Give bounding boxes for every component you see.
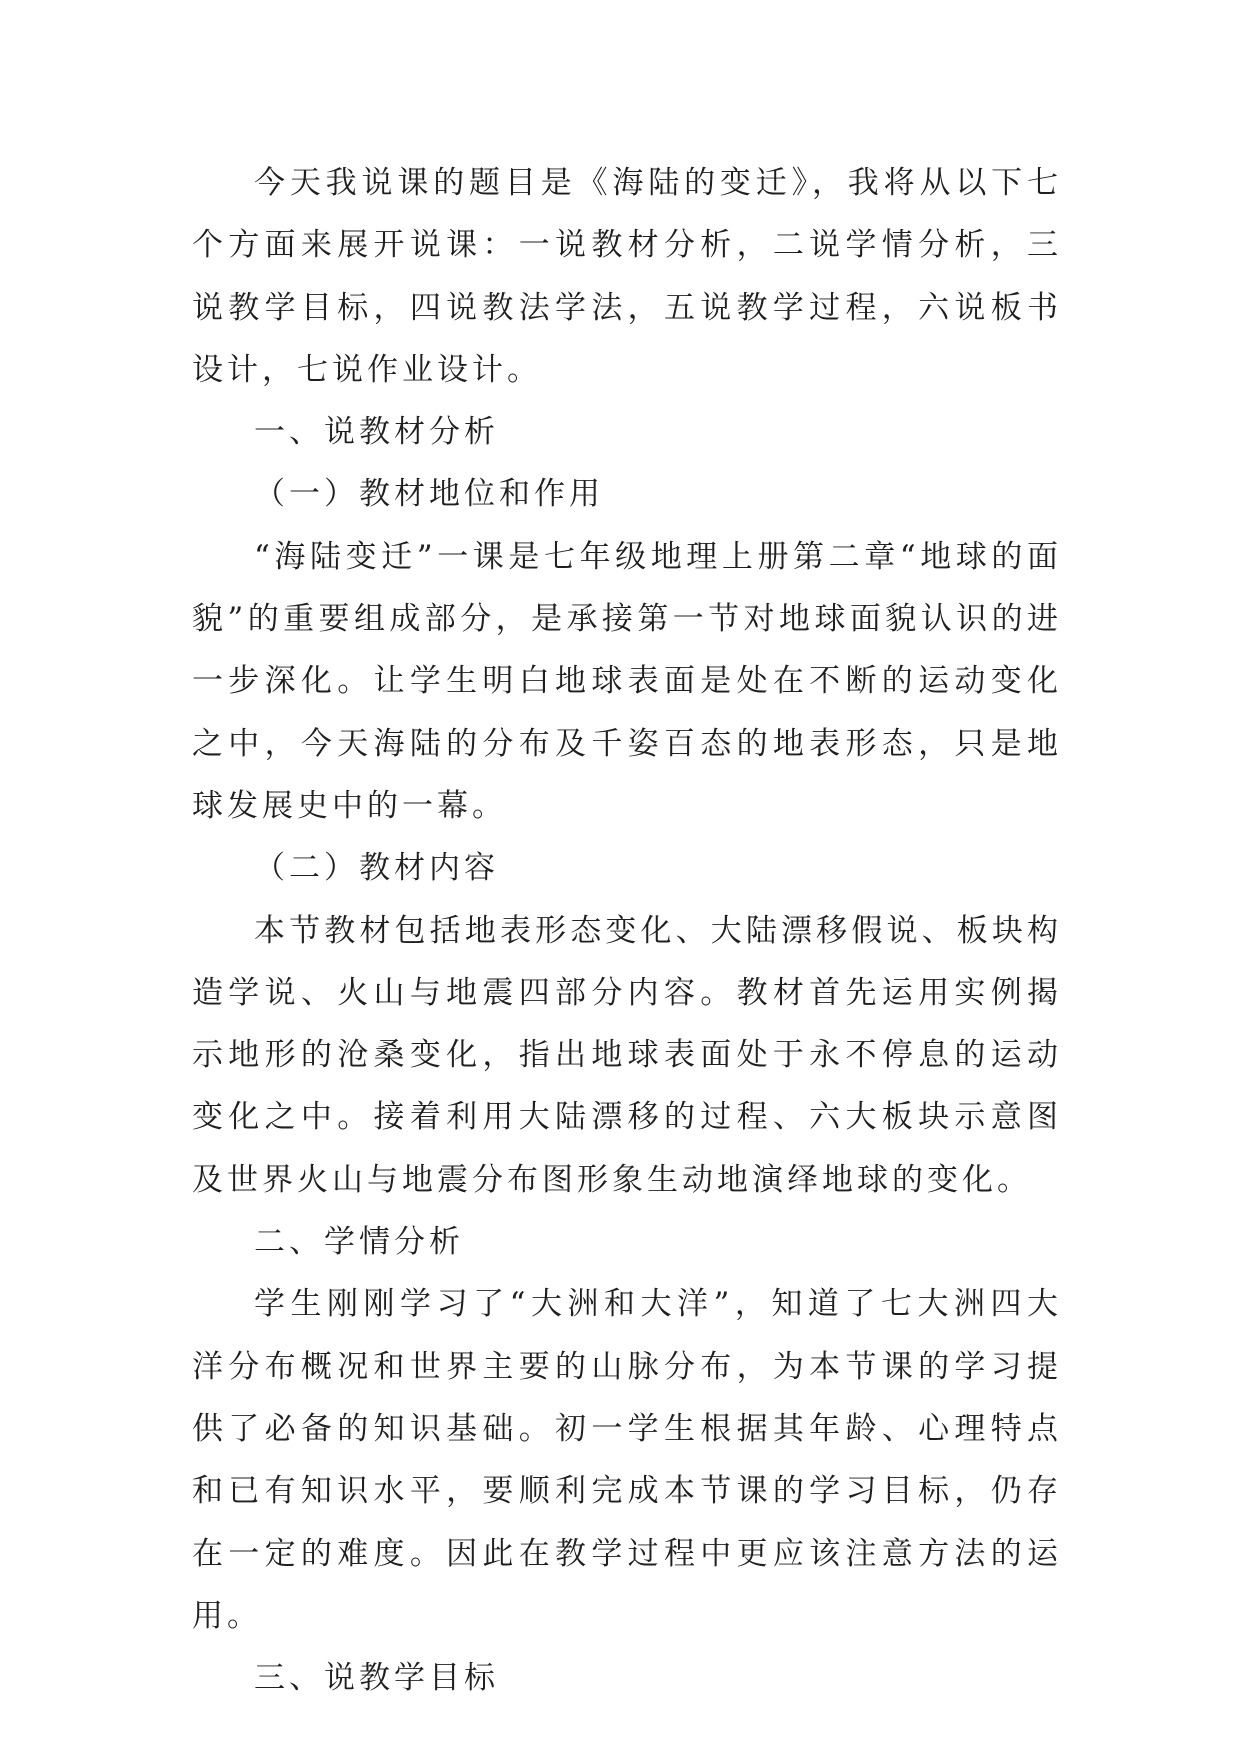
section-heading-learner-analysis: 二、学情分析 <box>254 1224 464 1261</box>
intro-paragraph: 今天我说课的题目是《海陆的变迁》，我将从以下七个方面来展开说课：一说教材分析，二说学情分析，三说教学目标，四说教法学法，五说教学过程，六说板书设计，七说作业设计。 <box>192 165 1062 388</box>
status-role-paragraph: “海陆变迁”一课是七年级地理上册第二章“地球的面貌”的重要组成部分，是承接第一节对地球面貌认识的进一步深化。让学生明白地球表面是处在不断的运动变化之中，今天海陆的分布及千姿百态的地表形态，只是地球发展史中的一幕。 <box>192 538 1062 824</box>
content-paragraph: 本节教材包括地表形态变化、大陆漂移假说、板块构造学说、火山与地震四部分内容。教材首先运用实例揭示地形的沧桑变化，指出地球表面处于永不停息的运动变化之中。接着利用大陆漂移的过程、六大板块示意图及世界火山与地震分布图形象生动地演绎地球的变化。 <box>192 912 1062 1198</box>
subsection-heading-content: （二）教材内容 <box>254 850 499 887</box>
section-heading-textbook-analysis: 一、说教材分析 <box>254 414 499 451</box>
subsection-heading-status-role: （一）教材地位和作用 <box>254 476 604 513</box>
document-body <box>192 152 1062 1709</box>
learner-analysis-paragraph: 学生刚刚学习了“大洲和大洋”，知道了七大洲四大洋分布概况和世界主要的山脉分布，为本节课的学习提供了必备的知识基础。初一学生根据其年龄、心理特点和已有知识水平，要顺利完成本节课的学习目标，仍存在一定的难度。因此在教学过程中更应该注意方法的运用。 <box>192 1286 1062 1634</box>
section-heading-teaching-goals: 三、说教学目标 <box>254 1660 499 1697</box>
